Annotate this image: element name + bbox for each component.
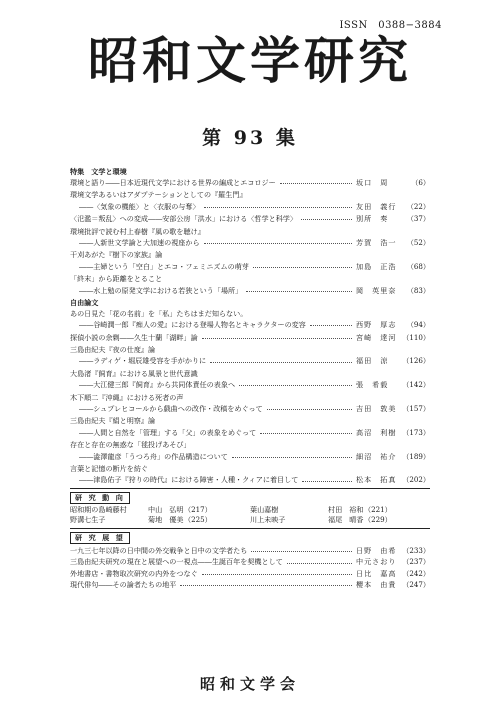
entry-author: 福田 涼 [356, 356, 389, 366]
dot-leader [202, 332, 352, 339]
dot-leader [210, 356, 352, 363]
toc-entry [70, 249, 430, 272]
entry-title: 「終末」から距離をとること [70, 274, 163, 284]
entry-author: 張 希毅 [356, 380, 389, 390]
toc-entry [70, 415, 430, 438]
entry-subtitle: ――大江健三郎『飼育』から共同体責任の表象へ [79, 380, 236, 390]
trend-topic: 川上未映子 [250, 515, 286, 525]
trend-page: （217） [184, 504, 212, 514]
toc-entry [70, 368, 430, 391]
entry-author: 宮崎 達河 [356, 332, 397, 342]
special-entries [70, 177, 430, 296]
toc-entry [70, 463, 430, 486]
section-divider [70, 528, 430, 529]
entry-page: （126） [402, 356, 430, 366]
entry-title: 探偵小説の余剰――久生十蘭「湖畔」論 [70, 332, 198, 342]
toc-entry [70, 273, 430, 296]
entry-author: 高沼 利樹 [356, 427, 397, 437]
dot-leader [253, 261, 352, 268]
entry-author: 松本 拓真 [356, 475, 397, 485]
entry-page: （247） [402, 580, 430, 590]
trend-row [70, 515, 430, 526]
trend-author: 菊地 優美 [148, 515, 184, 525]
trend-page: （229） [364, 515, 392, 525]
outlook-entry [70, 556, 430, 567]
entry-title: 木下順二『沖縄』における死者の声 [70, 392, 184, 402]
entry-title: 三島由紀夫『夜の仕度』論 [70, 345, 156, 355]
entry-page: （157） [402, 404, 430, 414]
entry-page: （37） [406, 214, 430, 224]
entry-page: （237） [402, 557, 430, 567]
dot-leader [204, 201, 352, 208]
entry-subtitle: ――水上勉の原発文学における若狭という「場所」 [79, 285, 243, 295]
entry-page: （110） [402, 332, 430, 342]
entry-author: 西野 厚志 [356, 320, 397, 330]
entry-author: 芳賀 浩一 [356, 237, 397, 247]
entry-author: 岡 英里奈 [356, 285, 397, 295]
entry-author: 別所 奏 [356, 214, 389, 224]
toc-entry [70, 308, 430, 331]
trends-table [70, 505, 430, 526]
entry-subtitle: ――主婦という「空白」とエコ・フェミニズムの萌芽 [79, 261, 249, 271]
dot-leader [251, 545, 352, 552]
entry-subtitle: ――ラディゲ・堀辰雄受容を手がかりに [79, 356, 207, 366]
entry-title: 環境文学あるいはアダプテーションとしての『羅生門』 [70, 190, 247, 200]
entry-author: 加島 正浩 [356, 261, 397, 271]
trend-author: 福尾 晴香 [328, 515, 364, 525]
publisher-name: 昭和文学会 [199, 675, 300, 693]
entry-page: （173） [402, 427, 430, 437]
entry-author: 細沼 祐介 [356, 451, 397, 461]
trend-author: 村田 裕和 [328, 504, 364, 514]
toc-entry [70, 439, 430, 462]
entry-title: 一九三七年以降の日中間の外交戦争と日中の文学者たち [70, 545, 248, 555]
entry-page: （22） [406, 201, 430, 211]
toc-entry [70, 189, 430, 212]
toc-entry [70, 332, 430, 343]
entry-author: 櫻本 由貴 [356, 580, 397, 590]
entry-subtitle: ――シュプレヒコールから戯曲への改作・改稿をめぐって [79, 404, 263, 414]
entry-subtitle: ――澁澤龍彦「うつろ舟」の作品構造について [79, 451, 228, 461]
entry-page: （242） [402, 568, 430, 578]
entry-page: （94） [406, 320, 430, 330]
free-entries [70, 308, 430, 486]
dot-leader [204, 237, 352, 244]
trend-page: （221） [364, 504, 392, 514]
entry-title: あの日見た「花の名前」を「私」たちはまだ知らない。 [70, 308, 248, 318]
entry-author: 日比 嘉高 [356, 568, 397, 578]
outlook-entry [70, 545, 430, 556]
trend-row [70, 505, 430, 516]
entry-page: （233） [402, 545, 430, 555]
outlook-entry [70, 579, 430, 590]
table-of-contents [70, 166, 430, 591]
entry-author: 友田 義行 [356, 201, 397, 211]
toc-entry [70, 226, 430, 249]
dot-leader [287, 557, 352, 564]
entry-title: 三島由紀夫『絹と明察』論 [70, 416, 156, 426]
toc-entry [70, 344, 430, 367]
dot-leader [301, 213, 352, 220]
entry-page: （202） [402, 475, 430, 485]
trend-topic: 葉山嘉樹 [250, 504, 279, 514]
entry-page: （6） [411, 178, 430, 187]
entry-page: （68） [406, 261, 430, 271]
trend-author: 中山 弘明 [148, 504, 184, 514]
journal-title: 昭和文学研究 [88, 31, 412, 90]
toc-entry [70, 213, 430, 224]
entry-author: 吉田 敦美 [356, 404, 397, 414]
dot-leader [202, 568, 352, 575]
dot-leader [239, 379, 352, 386]
entry-subtitle: ――谷崎潤一郎『痴人の愛』における登場人物名とキャラクターの変容 [79, 320, 306, 330]
entry-title: 干刈あがた『樹下の家族』論 [70, 250, 163, 260]
dot-leader [302, 475, 352, 482]
entry-title: 環境批評で読む村上春樹『風の歌を聴け』 [70, 226, 205, 236]
entry-subtitle: ――津島佑子『狩りの時代』における障害・人種・クィアに着目して [79, 475, 299, 485]
outlook-header: 研 究 展 望 [70, 532, 130, 544]
trend-topic: 野溝七生子 [70, 515, 106, 525]
entry-page: （52） [406, 237, 430, 247]
entry-subtitle: ――人間と自然を「管理」する「父」の表象をめぐって [79, 427, 257, 437]
trend-page: （225） [184, 515, 212, 525]
dot-leader [180, 579, 352, 586]
entry-subtitle: ――〈気象の機能〉と〈衣服の与奪〉 [79, 201, 200, 211]
entry-page: （83） [406, 285, 430, 295]
dot-leader [246, 285, 352, 292]
free-section-header: 自由論文 [70, 297, 99, 307]
entry-title: 現代俳句――その論者たちの地平 [70, 580, 177, 590]
issue-number: 第 93 集 [202, 127, 298, 149]
entry-subtitle: ――人新世文学論と大加速の視座から [79, 237, 200, 247]
special-section-header: 特集 文学と環境 [70, 167, 127, 176]
entry-author: 日野 由希 [356, 545, 397, 555]
outlook-entries [70, 545, 430, 591]
trends-header: 研 究 動 向 [70, 492, 130, 504]
toc-entry [70, 177, 430, 188]
entry-page: （142） [402, 380, 430, 390]
section-divider [70, 488, 430, 489]
dot-leader [310, 319, 352, 326]
dot-leader [260, 427, 352, 434]
outlook-entry [70, 568, 430, 579]
dot-leader [280, 177, 352, 184]
entry-title: 言葉と記憶の断片を紡ぐ [70, 463, 149, 473]
entry-title: 存在と存在の無惑な「毬投げあそび」 [70, 440, 191, 450]
entry-title: 三島由紀夫研究の現在と展望への一視点――生誕百年を契機として [70, 557, 283, 567]
entry-title: 環境と語り――日本近現代文学における世界の編成とエコロジー [70, 178, 276, 187]
entry-author: 中元さおり [356, 557, 397, 567]
toc-entry [70, 392, 430, 415]
entry-title: 外地書店・書物取次研究の内外をつなぐ [70, 568, 198, 578]
entry-title: 大島渚『飼育』における風景と世代意識 [70, 368, 198, 378]
dot-leader [232, 451, 352, 458]
entry-page: （189） [402, 451, 430, 461]
issn-number: ISSN 0388−3884 [339, 20, 442, 31]
entry-title: 〈氾濫＝叛乱〉への変成――安部公房「洪水」における〈哲学と科学〉 [70, 214, 297, 224]
entry-author: 坂口 周 [356, 178, 389, 187]
trend-topic: 昭和期の島崎藤村 [70, 504, 127, 514]
dot-leader [267, 403, 352, 410]
